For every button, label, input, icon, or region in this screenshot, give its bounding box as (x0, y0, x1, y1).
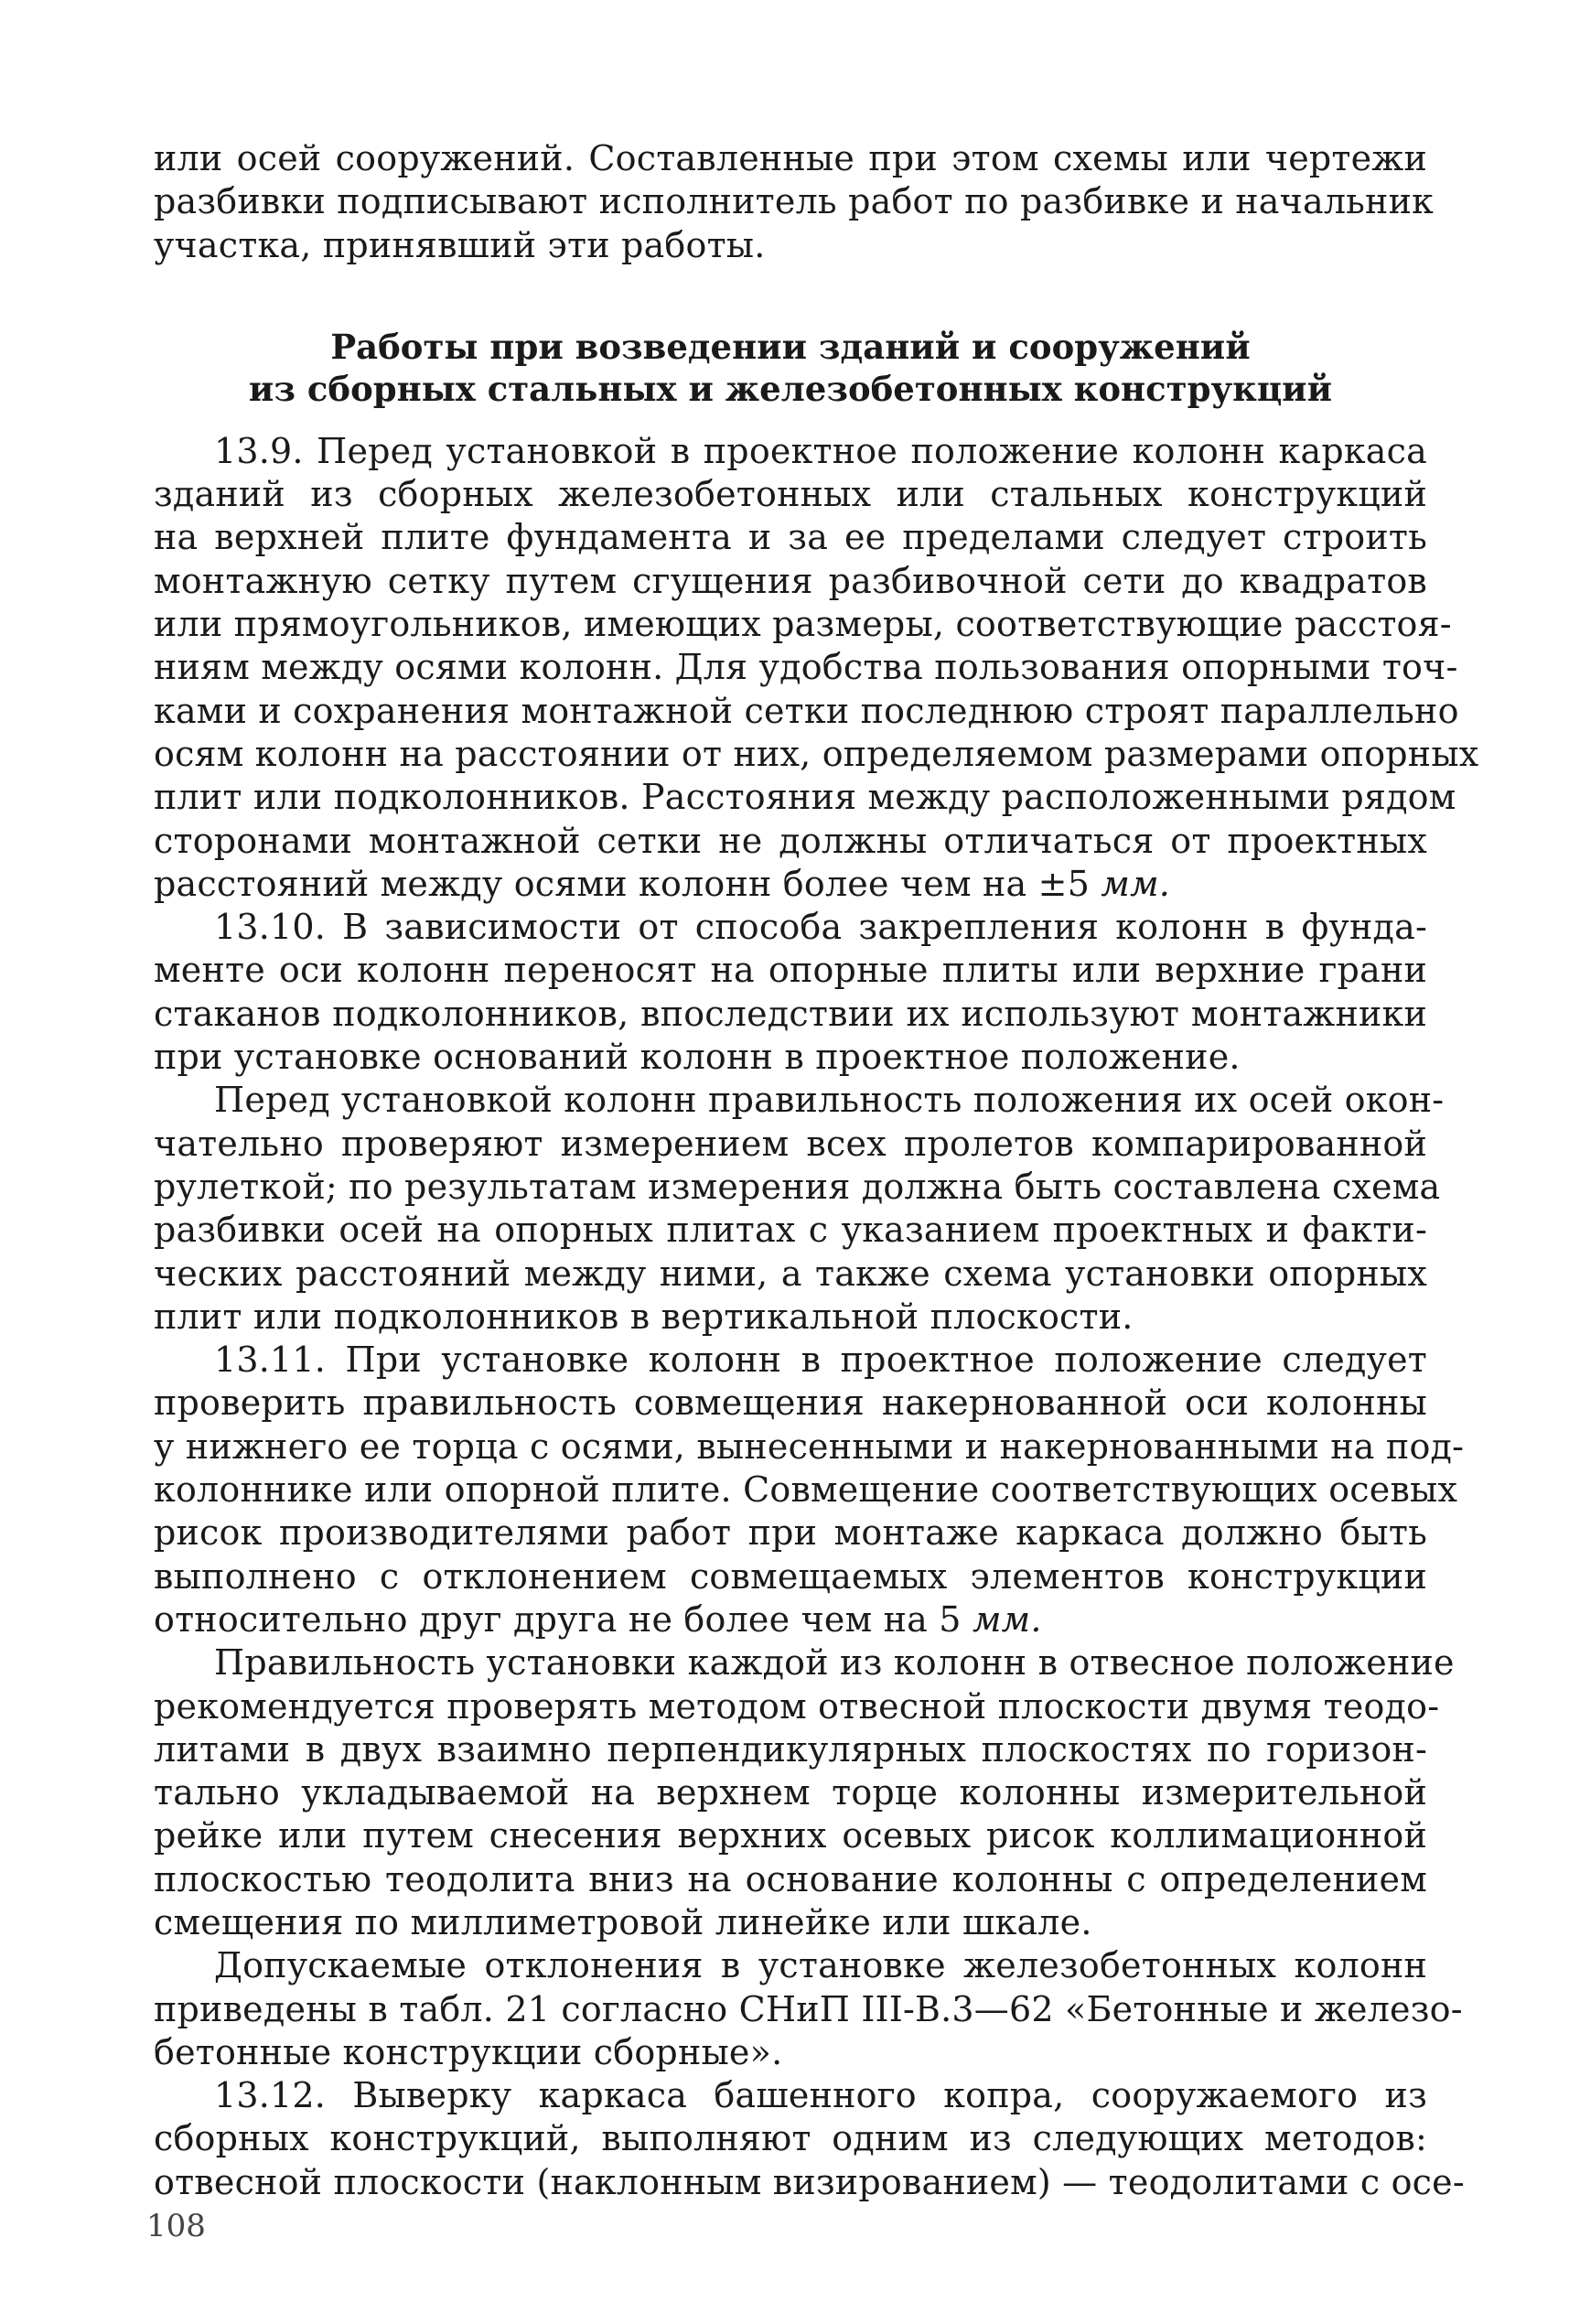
text-line: бетонные конструкции сборные». (154, 2031, 783, 2072)
section-title-line-2: из сборных стальных и железобетонных конструкций (248, 368, 1333, 409)
text-line: менте оси колонн переносят на опорные плиты или верхние грани (154, 950, 1427, 991)
text-line: рейке или путем снесения верхних осевых рисок коллимационной (154, 1815, 1427, 1856)
tolerance-value: ±5 (1037, 863, 1091, 904)
section-heading (154, 326, 1427, 410)
text-line: зданий из сборных железобетонных или стальных конструкций (154, 474, 1427, 515)
paragraph-13-11 (154, 1339, 1465, 1641)
text-line: приведены в табл. 21 согласно СНиП III-В.3—62 «Бетонные и железо- (154, 1988, 1463, 2029)
paragraph-tolerances (154, 1944, 1463, 2074)
text-line: проверить правильность совмещения накернованной оси колонны (154, 1383, 1427, 1424)
text-line: отвесной плоскости (наклонным визированием) — теодолитами с осе- (154, 2161, 1465, 2202)
text-line: плит или подколонников в вертикальной плоскости. (154, 1296, 1134, 1337)
text-line: разбивки подписывают исполнитель работ по разбивке и начальник (154, 181, 1435, 222)
document-page (154, 137, 1479, 2204)
text-line: или прямоугольников, имеющих размеры, соответствующие расстоя- (154, 604, 1452, 645)
paragraph-plumb-check (154, 1641, 1455, 1944)
text-line: разбивки осей на опорных плитах с указанием проектных и факти- (154, 1210, 1427, 1251)
text-line: сборных конструкций, выполняют одним из следующих методов: (154, 2118, 1427, 2159)
intro-paragraph (154, 137, 1435, 267)
text-line: рулеткой; по результатам измерения должна быть составлена схема (154, 1166, 1441, 1207)
text-line: литами в двух взаимно перпендикулярных плоскостях по горизон- (154, 1728, 1427, 1770)
text-fragment: расстояний между осями колонн более чем на (154, 863, 1038, 904)
text-line: рисок производителями работ при монтаже каркаса должно быть (154, 1512, 1427, 1554)
text-line: тально укладываемой на верхнем торце колонны измерительной (154, 1772, 1427, 1813)
unit-label: мм. (1101, 863, 1171, 904)
text-line: при установке оснований колонн в проектное положение. (154, 1037, 1241, 1078)
unit-label: мм. (972, 1598, 1042, 1640)
text-line: монтажную сетку путем сгущения разбивочной сети до квадратов (154, 560, 1427, 601)
page-number: 108 (146, 2208, 206, 2244)
text-line: колоннике или опорной плите. Совмещение соответствующих осевых (154, 1469, 1458, 1511)
text-line: у нижнего ее торца с осями, вынесенными и накернованными на под- (154, 1426, 1465, 1467)
text-line: Правильность установки каждой из колонн в отвесное положение (214, 1642, 1455, 1684)
text-line: ческих расстояний между ними, а также схема установки опорных (154, 1253, 1427, 1294)
text-line: Перед установкой колонн правильность положения их осей окон- (214, 1080, 1445, 1121)
text-line: или осей сооружений. Составленные при этом схемы или чертежи (154, 138, 1427, 178)
text-line: чательно проверяют измерением всех пролетов компарированной (154, 1123, 1427, 1164)
text-line: 13.12. Выверку каркаса башенного копра, сооружаемого из (214, 2075, 1427, 2116)
paragraph-column-check (154, 1079, 1445, 1339)
text-line: 13.11. При установке колонн в проектное положение следует (214, 1340, 1427, 1381)
tolerance-value: 5 (939, 1598, 962, 1640)
text-line: участка, принявший эти работы. (154, 224, 766, 265)
paragraph-13-10 (154, 906, 1427, 1079)
text-line: смещения по миллиметровой линейке или шкале. (154, 1901, 1092, 1942)
text-line: на верхней плите фундамента и за ее пределами следует строить (154, 517, 1427, 558)
text-line (154, 1598, 1427, 1641)
text-line: 13.10. В зависимости от способа закрепления колонн в фунда- (214, 907, 1427, 948)
text-line: выполнено с отклонением совмещаемых элементов конструкции (154, 1555, 1427, 1597)
text-line: ками и сохранения монтажной сетки последнюю строят параллельно (154, 690, 1459, 731)
text-line: плоскостью теодолита вниз на основание колонны с определением (154, 1858, 1427, 1899)
text-line: плит или подколонников. Расстояния между расположенными рядом (154, 777, 1456, 818)
text-line: осям колонн на расстоянии от них, определяемом размерами опорных (154, 733, 1479, 774)
section-title-line-1: Работы при возведении зданий и сооружений (330, 326, 1251, 367)
text-line: 13.9. Перед установкой в проектное положение колонн каркаса (214, 430, 1427, 471)
text-line: ниям между осями колонн. Для удобства пользования опорными точ- (154, 647, 1458, 688)
paragraph-13-9 (154, 430, 1479, 906)
text-line (154, 863, 1427, 906)
text-line: стаканов подколонников, впоследствии их используют монтажники (154, 993, 1427, 1034)
text-line: рекомендуется проверять методом отвесной плоскости двумя теодо- (154, 1685, 1440, 1727)
paragraph-13-12 (154, 2074, 1465, 2204)
text-line: Допускаемые отклонения в установке железобетонных колонн (214, 1945, 1427, 1986)
text-line: сторонами монтажной сетки не должны отличаться от проектных (154, 820, 1427, 861)
text-fragment: относительно друг друга не более чем на (154, 1598, 940, 1640)
